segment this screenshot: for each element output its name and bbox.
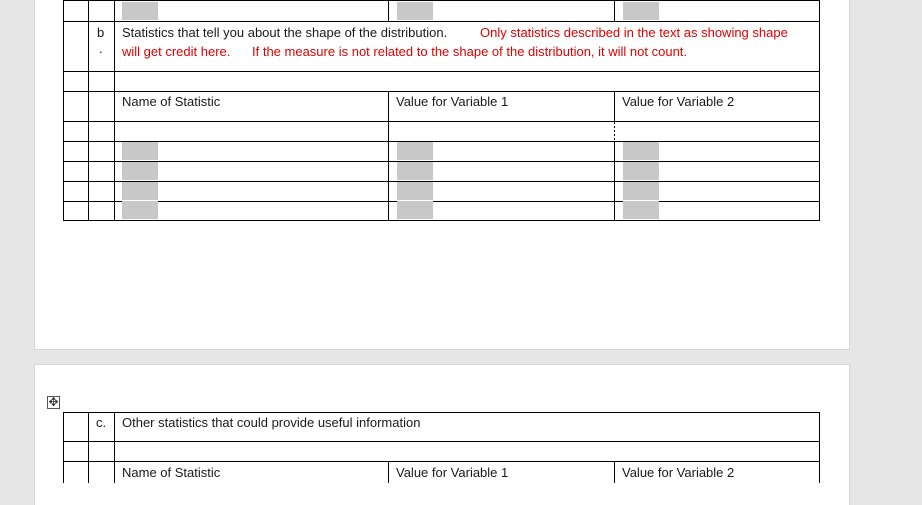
form-field[interactable] xyxy=(397,182,433,200)
header-name-of-statistic: Name of Statistic xyxy=(122,465,221,480)
form-field[interactable] xyxy=(122,201,158,219)
header-value-variable-2: Value for Variable 2 xyxy=(622,465,735,480)
form-field[interactable] xyxy=(122,182,158,200)
row-b-note-cont: will get credit here. xyxy=(122,44,231,59)
row-b-note-warning: If the measure is not related to the shape of the distribution, it will not count. xyxy=(252,44,688,59)
document-page-2 xyxy=(35,365,849,505)
header-value-variable-1: Value for Variable 1 xyxy=(396,94,509,109)
form-field[interactable] xyxy=(623,162,659,180)
form-field[interactable] xyxy=(122,2,158,20)
header-value-variable-1: Value for Variable 1 xyxy=(396,465,509,480)
header-value-variable-2: Value for Variable 2 xyxy=(622,94,735,109)
form-field[interactable] xyxy=(623,142,659,160)
row-marker: c. xyxy=(96,415,107,430)
row-c-label: Other statistics that could provide useful information xyxy=(122,415,421,430)
form-field[interactable] xyxy=(122,162,158,180)
row-b-note: Only statistics described in the text as showing shape xyxy=(480,25,788,40)
row-b-label: Statistics that tell you about the shape of the distribution. xyxy=(122,25,448,40)
form-field[interactable] xyxy=(623,201,659,219)
form-field[interactable] xyxy=(397,201,433,219)
row-marker: b xyxy=(97,25,105,40)
form-field[interactable] xyxy=(623,182,659,200)
move-arrows-icon[interactable]: ✥ xyxy=(48,395,59,409)
form-field[interactable] xyxy=(397,2,433,20)
row-marker-dot: . xyxy=(99,41,103,56)
header-name-of-statistic: Name of Statistic xyxy=(122,94,221,109)
form-field[interactable] xyxy=(122,142,158,160)
form-field[interactable] xyxy=(623,2,659,20)
form-field[interactable] xyxy=(397,162,433,180)
form-field[interactable] xyxy=(397,142,433,160)
